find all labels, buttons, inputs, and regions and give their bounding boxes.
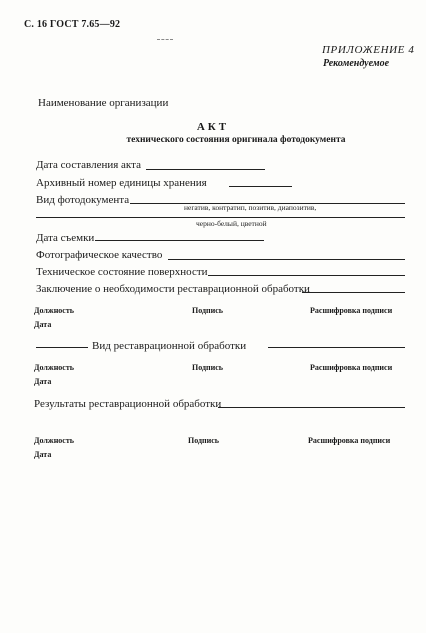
decoding-label-3: Расшифровка подписи (308, 436, 391, 445)
position-label-2: Должность (34, 363, 75, 372)
photo-type-label: Вид фотодокумента (36, 194, 130, 206)
surface-state-label: Техническое состояние поверхности (36, 266, 208, 278)
conclusion-label: Заключение о необходимости реставрационной обработки (36, 283, 310, 295)
act-subtitle: технического состояния оригинала фотодокумента (126, 135, 346, 145)
photo-type-line-2[interactable] (36, 217, 405, 218)
signature-label-1: Подпись (192, 306, 224, 315)
appendix-label: ПРИЛОЖЕНИЕ 4 (322, 44, 415, 56)
restoration-type-line-right[interactable] (268, 347, 405, 348)
date-label-2: Дата (34, 377, 52, 386)
restoration-results-line[interactable] (218, 407, 405, 408)
shoot-date-line[interactable] (95, 240, 264, 241)
restoration-type-label: Вид реставрационной обработки (92, 340, 247, 352)
header-tick-mark (157, 39, 173, 41)
date-label-3: Дата (34, 450, 52, 459)
photo-type-hint-2: черно-белый, цветной (196, 219, 267, 228)
archive-number-line[interactable] (229, 186, 292, 187)
organization-label: Наименование организации (38, 97, 169, 109)
decoding-label-1: Расшифровка подписи (310, 306, 393, 315)
date-compiled-line[interactable] (146, 169, 265, 170)
position-label-1: Должность (34, 306, 75, 315)
archive-number-label: Архивный номер единицы хранения (36, 177, 207, 189)
signature-label-2: Подпись (192, 363, 224, 372)
restoration-results-label: Результаты реставрационной обработки (34, 398, 222, 410)
restoration-type-line-left[interactable] (36, 347, 88, 348)
date-label-1: Дата (34, 320, 52, 329)
date-compiled-label: Дата составления акта (36, 159, 141, 171)
act-title: АКТ (196, 121, 230, 133)
signature-label-3: Подпись (188, 436, 220, 445)
photo-type-hint-1: негатив, контратип, позитив, диапозитив, (184, 203, 317, 212)
document-reference: С. 16 ГОСТ 7.65—92 (24, 19, 121, 30)
photo-quality-line[interactable] (168, 259, 405, 260)
recommended-label: Рекомендуемое (323, 58, 390, 69)
shoot-date-label: Дата съемки (36, 232, 95, 244)
photo-quality-label: Фотографическое качество (36, 249, 163, 261)
conclusion-line[interactable] (302, 292, 405, 293)
decoding-label-2: Расшифровка подписи (310, 363, 393, 372)
position-label-3: Должность (34, 436, 75, 445)
surface-state-line[interactable] (208, 275, 405, 276)
